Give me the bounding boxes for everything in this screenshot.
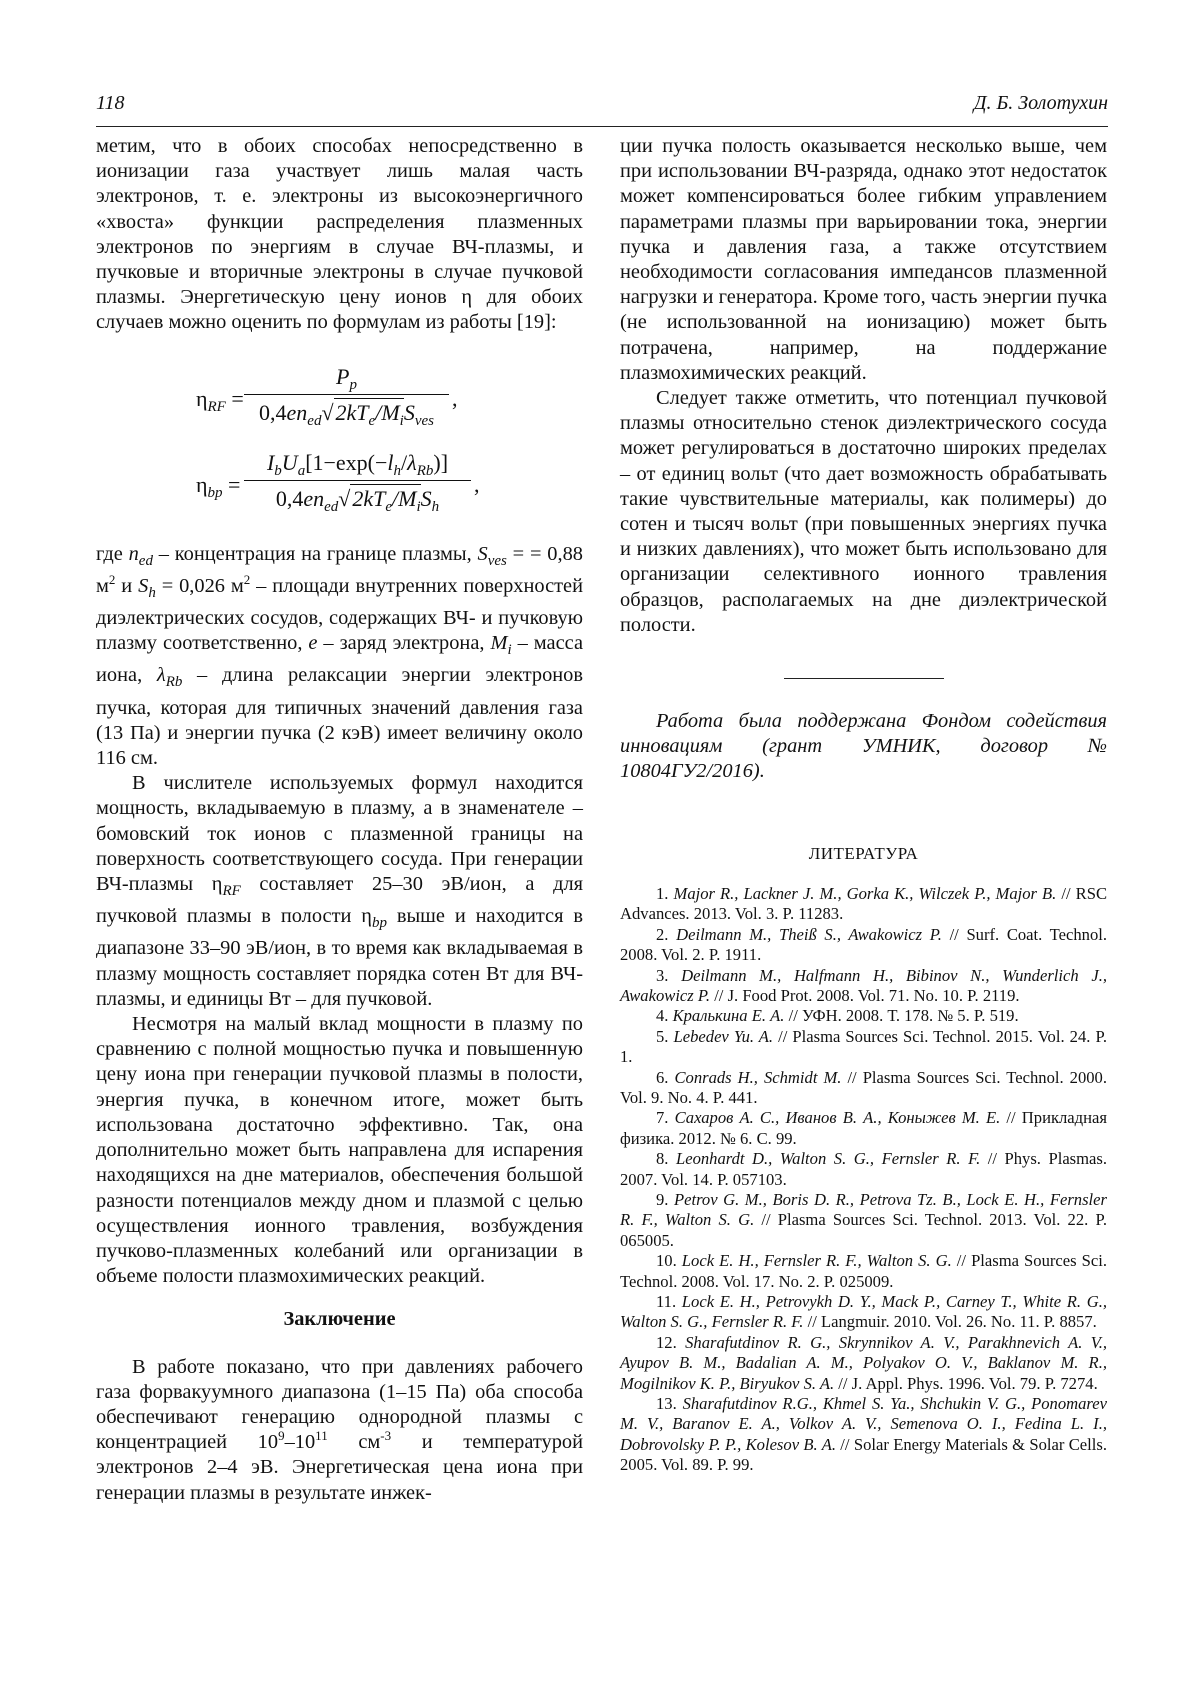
formula-eta-bp-denominator: $0,4en_{ed}√2kT_e/M_iS_h$ bbox=[244, 481, 471, 517]
separator-rule bbox=[784, 678, 944, 679]
reference-number: 12. bbox=[656, 1332, 686, 1352]
reference-item bbox=[620, 1251, 1107, 1292]
paragraph-2: где $n_{ed}$ – концентрация на границе плазмы, $S_{ves}$ = = 0,88 $м^2$ и $S_h = 0,026$ $м^2$ – площади внутренних поверхностей диэлектрических сосудов, содержащих ВЧ- и пучковую плазму соответственно, e – заряд электрона, $M_i$ – масса иона, $\lambda_{Rb}$ – длина релаксации энергии электронов пучка, которая для типичных значений давления газа (13 Па) и энергии пучка (2 кэВ) имеет величину около 116 см. bbox=[96, 542, 584, 770]
reference-item bbox=[620, 925, 1107, 966]
reference-item bbox=[620, 1006, 1107, 1026]
header-rule bbox=[96, 126, 1108, 127]
page-number: 118 bbox=[96, 92, 125, 114]
formula-eta-rf-fraction bbox=[244, 360, 449, 431]
reference-item bbox=[620, 966, 1107, 1007]
reference-item bbox=[620, 1108, 1107, 1149]
reference-source: // Plasma Sources Sci. Technol. 2015. Vol. 24. P. 1. bbox=[620, 1026, 1108, 1067]
formula-eta-bp-lhs: $\eta_{bp}$ = bbox=[196, 471, 241, 501]
references-title: ЛИТЕРАТУРА bbox=[808, 843, 919, 863]
formula-eta-bp-tail: , bbox=[474, 471, 480, 497]
formula-eta-rf-tail: , bbox=[452, 385, 458, 411]
reference-number: 3. bbox=[656, 965, 682, 985]
reference-authors: Кралькина Е. А. bbox=[672, 1006, 785, 1026]
reference-authors: Deilmann M., Theiß S., Awakowicz P. bbox=[676, 924, 942, 944]
reference-authors: Deilmann M., Halfmann H., Bibinov N., Wunderlich J., Awakowicz P. bbox=[620, 965, 1107, 1005]
reference-authors: Lebedev Yu. A. bbox=[673, 1026, 774, 1046]
reference-item bbox=[620, 1394, 1107, 1476]
reference-authors: Major R., Lackner J. M., Gorka K., Wilczek P., Major B. bbox=[673, 883, 1057, 903]
reference-source: // УФН. 2008. Т. 178. № 5. P. 519. bbox=[784, 1006, 1019, 1026]
paragraph-1: метим, что в обоих способах непосредственно в ионизации газа участвует лишь малая часть электронов, т. е. электроны из высокоэнергичного «хвоста» функции распределения плазменных электронов по энергиям в случае ВЧ-плазмы, и пучковые и вторичные электроны в случае пучковой плазмы. Энергетическую цену ионов η для обоих случаев можно оценить по формулам из работы [19]: bbox=[96, 135, 583, 334]
formula-eta-bp bbox=[96, 446, 583, 526]
acknowledgment: Работа была поддержана Фондом содействия инновациям (грант УМНИК, договор № 10804ГУ2/2016). bbox=[620, 710, 1107, 783]
reference-authors: Sharafutdinov R.G., Khmel S. Ya., Shchukin V. G., Ponomarev M. V., Baranov E. A., Volkov A. V., Semenova O. I., Fedina L. I., Dobrovolsky P. P., Kolesov B. A. bbox=[620, 1394, 1107, 1454]
paragraph-right-2: Следует также отметить, что потенциал пучковой плазмы относительно стенок диэлектрического сосуда может регулироваться в достаточно широких пределах – от единиц вольт (что дает возможность обрабатывать такие чувствительные материалы, как полимеры) до сотен и тысяч вольт (при повышенных энергиях пучка и низких давлениях), что может быть использовано для организации селективного ионного травления образцов, располагаемых на дне диэлектрической полости. bbox=[620, 387, 1107, 636]
reference-number: 1. bbox=[656, 883, 674, 903]
reference-authors: Conrads H., Schmidt M. bbox=[674, 1067, 842, 1087]
reference-number: 5. bbox=[656, 1026, 674, 1046]
reference-source: // Прикладная физика. 2012. № 6. С. 99. bbox=[620, 1108, 1107, 1148]
reference-item bbox=[620, 884, 1107, 925]
reference-source: // RSC Advances. 2013. Vol. 3. P. 11283. bbox=[620, 883, 1108, 924]
paragraph-right-1: ции пучка полость оказывается несколько выше, чем при использовании ВЧ-разряда, однако этот недостаток может компенсироваться более гибким управлением параметрами плазмы при варьировании тока, энергии пучка и давления газа, а также отсутствием необходимости согласования импедансов плазменной нагрузки и генератора. Кроме того, часть энергии пучка (не использованной на ионизацию) может быть потрачена, например, на поддержание плазмохимических реакций. bbox=[620, 135, 1107, 384]
reference-authors: Lock E. H., Petrovykh D. Y., Mack P., Carney T., White R. G., Walton S. G., Fernsler R. F. bbox=[620, 1292, 1107, 1332]
paragraph-3: В числителе используемых формул находится мощность, вкладываемую в плазму, а в знаменателе – бомовский ток ионов с плазменной границы на поверхность соответствующего сосуда. При генерации ВЧ-плазмы $\eta_{RF}$ составляет 25–30 эВ/ион, а для пучковой плазмы в полости $\eta_{bp}$ выше и находится в диапазоне 33–90 эВ/ион, в то время как вкладываемая в плазму мощность составляет порядка сотен Вт для ВЧ-плазмы, и единицы Вт – для пучковой. bbox=[96, 772, 583, 1010]
reference-item bbox=[620, 1027, 1107, 1068]
reference-source: // Plasma Sources Sci. Technol. 2000. Vol. 9. No. 4. P. 441. bbox=[620, 1067, 1107, 1107]
reference-number: 13. bbox=[656, 1394, 683, 1414]
paragraph-4: Несмотря на малый вклад мощности в плазму по сравнению с полной мощностью пучка и повышенную цену иона при генерации пучковой плазмы в полости, энергия пучка, в конечном итоге, может быть использована достаточно эффективно. Так, она дополнительно может быть направлена для испарения находящихся на дне материалов, обеспечения большой разности потенциалов между дном и плазмой с целью осуществления ионного травления, возбуждения пучково-плазменных колебаний или организации в объеме полости плазмохимических реакций. bbox=[96, 1013, 583, 1288]
reference-item bbox=[620, 1068, 1107, 1109]
section-title-conclusion: Заключение bbox=[283, 1308, 396, 1331]
reference-authors: Сахаров А. С., Иванов В. А., Коныжев М. Е. bbox=[674, 1108, 1001, 1128]
reference-source: // Plasma Sources Sci. Technol. 2008. Vol. 17. No. 2. P. 025009. bbox=[620, 1251, 1107, 1291]
formula-eta-rf-lhs: $\eta_{RF}$ = bbox=[196, 385, 244, 415]
reference-number: 7. bbox=[656, 1108, 675, 1128]
formula-eta-bp-fraction bbox=[244, 446, 471, 517]
running-header-author: Д. Б. Золотухин bbox=[973, 92, 1108, 114]
reference-source: // J. Food Prot. 2008. Vol. 71. No. 10. P. 2119. bbox=[710, 985, 1020, 1005]
reference-number: 2. bbox=[656, 924, 677, 944]
reference-number: 8. bbox=[656, 1149, 676, 1169]
reference-authors: Petrov G. M., Boris D. R., Petrova Tz. B., Lock E. H., Fernsler R. F., Walton S. G. bbox=[620, 1189, 1107, 1230]
reference-source: // Phys. Plasmas. 2007. Vol. 14. P. 057103. bbox=[620, 1149, 1108, 1189]
reference-item bbox=[620, 1149, 1107, 1190]
reference-source: // Surf. Coat. Technol. 2008. Vol. 2. P. 1911. bbox=[620, 924, 1108, 965]
reference-source: // Plasma Sources Sci. Technol. 2013. Vol. 22. P. 065005. bbox=[620, 1210, 1107, 1250]
reference-item bbox=[620, 1333, 1107, 1394]
left-column bbox=[96, 134, 583, 1506]
formulas bbox=[96, 352, 583, 534]
formula-eta-rf-denominator: $0,4en_{ed}√2kT_e/M_iS_{ves}$ bbox=[244, 395, 449, 431]
reference-source: // J. Appl. Phys. 1996. Vol. 79. P. 7274. bbox=[834, 1373, 1098, 1393]
reference-number: 6. bbox=[656, 1067, 675, 1087]
reference-number: 11. bbox=[656, 1292, 682, 1311]
right-column bbox=[620, 134, 1107, 1476]
references-list bbox=[620, 884, 1107, 1476]
paragraph-5: В работе показано, что при давлениях рабочего газа форвакуумного диапазона (1–15 Па) оба способа обеспечивают генерацию однородной плазмы с концентрацией $10^9-10^{11}$ $см^{-3}$ и температурой электронов 2–4 эВ. Энергетическая цена иона при генерации плазмы в результате инжек- bbox=[96, 1355, 583, 1504]
formula-eta-rf-numerator: $P_p$ bbox=[336, 363, 357, 393]
formula-eta-bp-numerator: $I_bU_a[1-\exp(-l_h/\lambda_{Rb})]$ bbox=[266, 449, 449, 479]
reference-authors: Sharafutdinov R. G., Skrynnikov A. V., Parakhnevich A. V., Ayupov B. M., Badalian A. M., Polyakov O. V., Baklanov M. R., Mogilnikov K. P., Biryukov S. A. bbox=[620, 1332, 1108, 1393]
reference-authors: Leonhardt D., Walton S. G., Fernsler R. F. bbox=[675, 1149, 981, 1169]
reference-item bbox=[620, 1292, 1107, 1333]
reference-authors: Lock E. H., Fernsler R. F., Walton S. G. bbox=[681, 1251, 952, 1271]
reference-number: 9. bbox=[656, 1189, 674, 1209]
formula-eta-rf bbox=[96, 360, 583, 440]
reference-number: 10. bbox=[656, 1251, 682, 1271]
reference-source: // Solar Energy Materials & Solar Cells. 2005. Vol. 89. P. 99. bbox=[620, 1434, 1107, 1475]
reference-source: // Langmuir. 2010. Vol. 26. No. 11. P. 8857. bbox=[803, 1312, 1097, 1332]
reference-number: 4. bbox=[656, 1006, 673, 1026]
reference-item bbox=[620, 1190, 1107, 1251]
